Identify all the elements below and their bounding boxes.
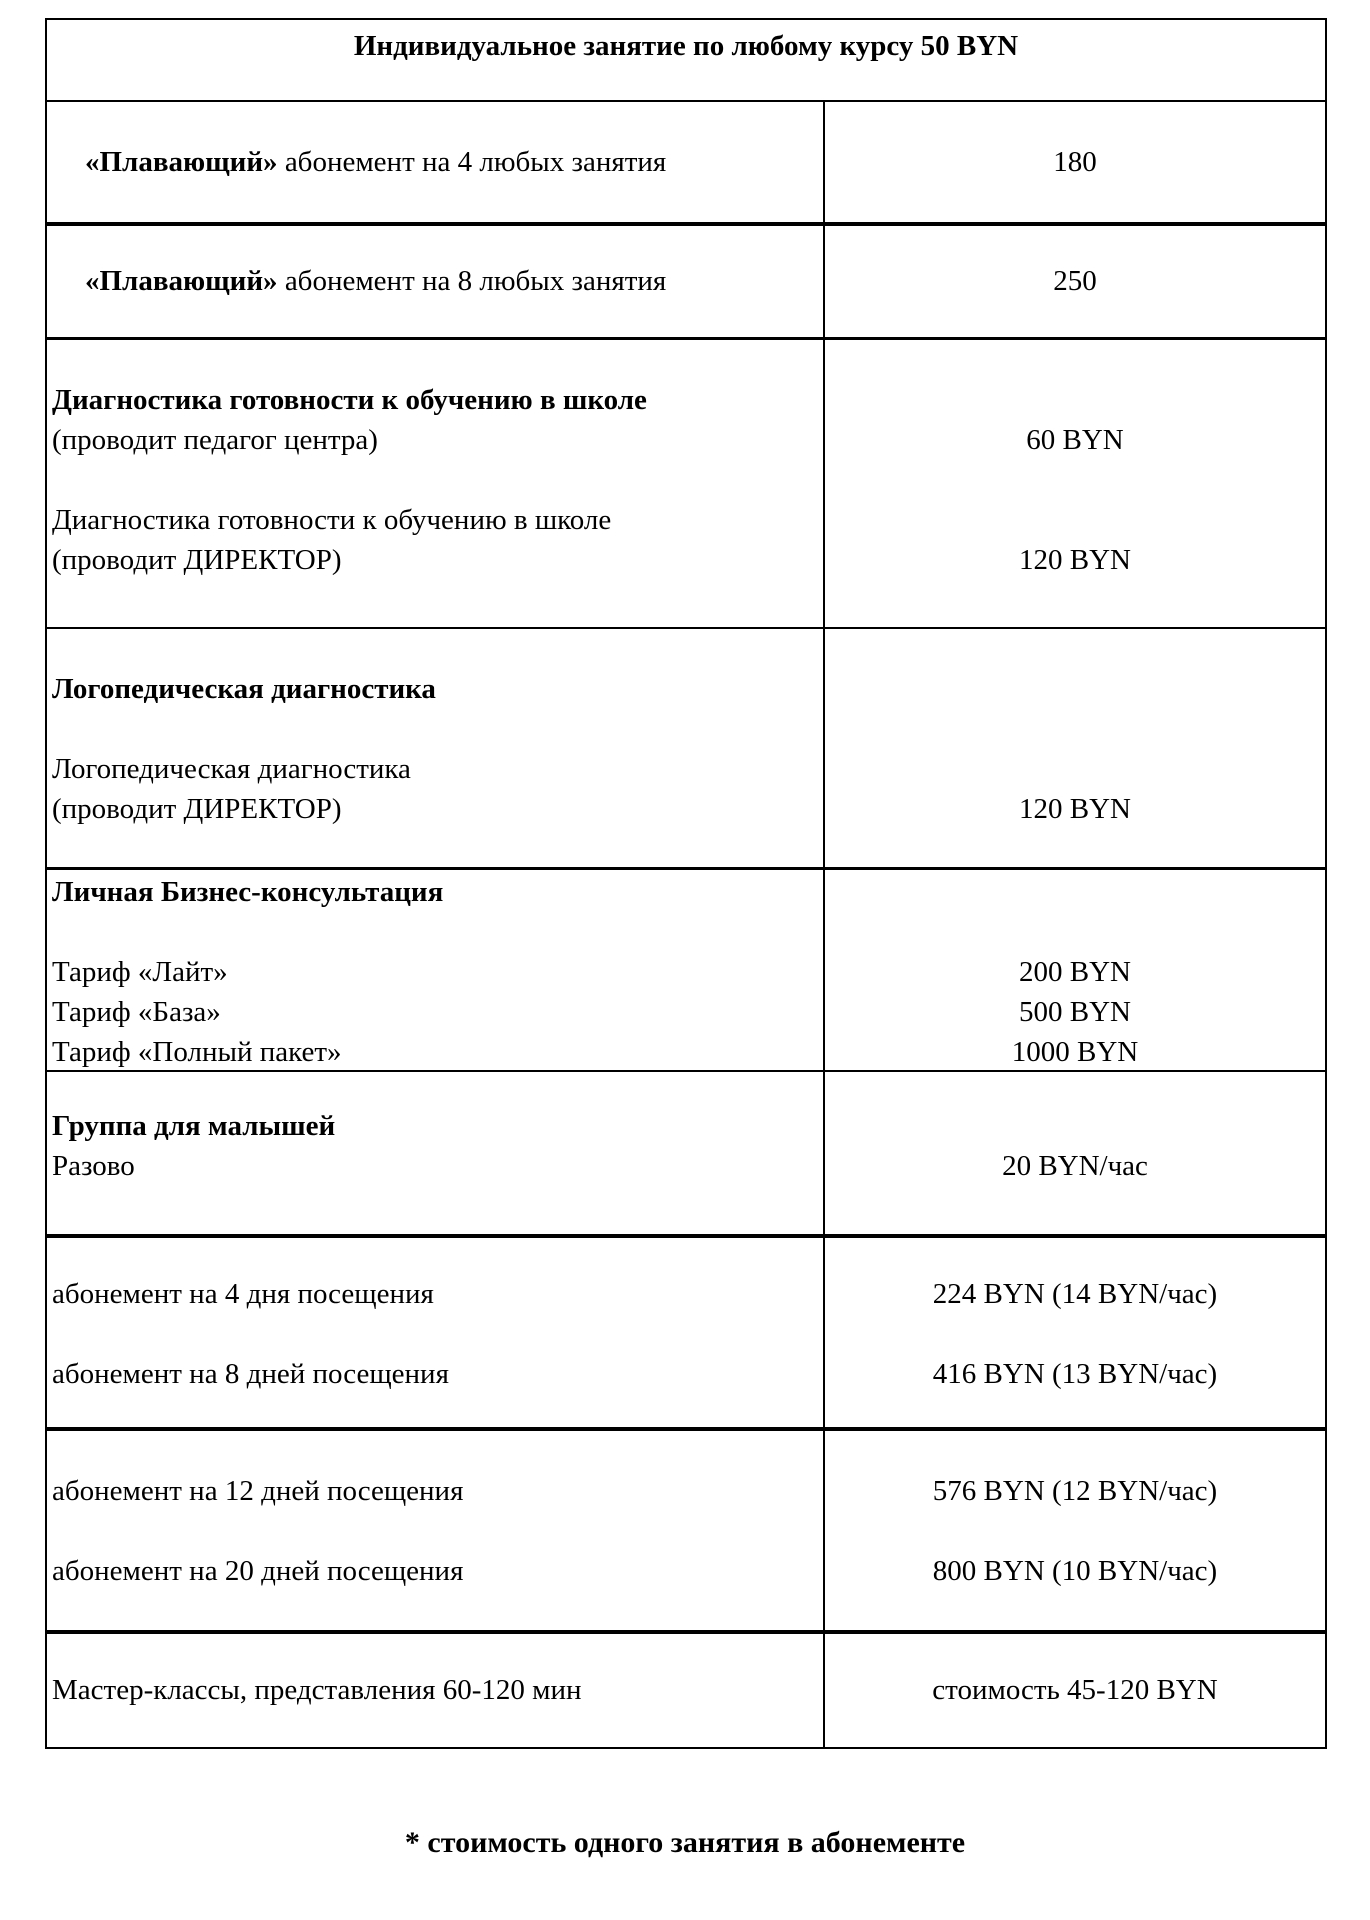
table-row-passes-12-20 <box>47 1427 1325 1630</box>
toddlers-group-price1: 20 BYN/час <box>1002 1150 1148 1182</box>
cell-business-consulting-label <box>47 870 825 1070</box>
blank-line <box>825 1314 1325 1354</box>
cell-floating-8-label <box>47 226 825 337</box>
cell-masterclasses-price: стоимость 45-120 BYN <box>932 1674 1218 1706</box>
business-consulting-tariff1: Тариф «Лайт» <box>52 956 228 988</box>
speech-diagnostics-title: Логопедическая диагностика <box>52 673 436 705</box>
cell-business-consulting-prices <box>825 870 1325 1070</box>
table-title: Индивидуальное занятие по любому курсу 50 BYN <box>353 30 1019 62</box>
cell-masterclasses-label <box>47 1634 825 1747</box>
business-consulting-price1: 200 BYN <box>1019 956 1131 988</box>
blank-line <box>52 1314 823 1354</box>
blank-line <box>825 460 1325 500</box>
blank-line <box>52 1511 823 1551</box>
blank-line <box>825 1106 1325 1146</box>
blank-line <box>825 709 1325 749</box>
cell-toddlers-group-label <box>47 1072 825 1234</box>
business-consulting-title: Личная Бизнес-консультация <box>52 876 444 908</box>
floating-8-bold: «Плавающий» <box>85 265 278 297</box>
blank-line <box>52 460 823 500</box>
passes-12-20-item2: абонемент на 20 дней посещения <box>52 1555 464 1587</box>
passes-12-20-price2: 800 BYN (10 BYN/час) <box>932 1555 1218 1587</box>
floating-4-rest: абонемент на 4 любых занятия <box>277 145 667 178</box>
school-diagnostics-subtitle1: (проводит педагог центра) <box>52 424 378 456</box>
school-diagnostics-price1: 60 BYN <box>1026 424 1124 456</box>
blank-line <box>825 500 1325 540</box>
speech-diagnostics-price1: 120 BYN <box>1019 793 1131 825</box>
speech-diagnostics-line1: Логопедическая диагностика <box>52 753 411 785</box>
speech-diagnostics-subtitle1: (проводит ДИРЕКТОР) <box>52 793 342 825</box>
table-row-school-diagnostics <box>47 337 1325 627</box>
passes-4-8-price2: 416 BYN (13 BYN/час) <box>932 1358 1218 1390</box>
floating-8-rest: абонемент на 8 любых занятия <box>277 265 667 297</box>
cell-speech-diagnostics-prices <box>825 629 1325 867</box>
price-table <box>45 18 1327 1749</box>
passes-4-8-item1: абонемент на 4 дня посещения <box>52 1278 434 1310</box>
floating-4-bold: «Плавающий» <box>85 145 278 178</box>
business-consulting-tariff2: Тариф «База» <box>52 996 221 1028</box>
cell-speech-diagnostics-label <box>47 629 825 867</box>
footnote: * стоимость одного занятия в абонементе <box>404 1826 966 1859</box>
blank-line <box>825 872 1325 912</box>
cell-passes-12-20-prices <box>825 1431 1325 1630</box>
cell-toddlers-group-price <box>825 1072 1325 1234</box>
blank-line <box>825 1511 1325 1551</box>
cell-passes-4-8-labels <box>47 1238 825 1427</box>
business-consulting-price2: 500 BYN <box>1019 996 1131 1028</box>
cell-school-diagnostics-prices <box>825 340 1325 627</box>
passes-4-8-item2: абонемент на 8 дней посещения <box>52 1358 449 1390</box>
table-row-masterclasses <box>47 1630 1325 1747</box>
table-row-header <box>47 20 1325 100</box>
cell-school-diagnostics-label <box>47 340 825 627</box>
table-row-speech-diagnostics <box>47 627 1325 867</box>
cell-floating-4-price: 180 <box>1053 145 1097 178</box>
school-diagnostics-price2: 120 BYN <box>1019 544 1131 576</box>
passes-12-20-item1: абонемент на 12 дней посещения <box>52 1475 464 1507</box>
blank-line <box>825 380 1325 420</box>
school-diagnostics-subtitle2: (проводит ДИРЕКТОР) <box>52 544 342 576</box>
passes-12-20-price1: 576 BYN (12 BYN/час) <box>932 1475 1218 1507</box>
table-row-floating-4 <box>47 100 1325 222</box>
blank-line <box>52 912 823 952</box>
table-row-toddlers-group <box>47 1070 1325 1234</box>
blank-line <box>825 749 1325 789</box>
toddlers-group-title: Группа для малышей <box>52 1110 336 1142</box>
business-consulting-price3: 1000 BYN <box>1011 1036 1139 1068</box>
school-diagnostics-title: Диагностика готовности к обучению в школе <box>52 384 647 416</box>
table-row-business-consulting <box>47 867 1325 1070</box>
cell-passes-4-8-prices <box>825 1238 1325 1427</box>
blank-line <box>825 669 1325 709</box>
business-consulting-tariff3: Тариф «Полный пакет» <box>52 1036 342 1068</box>
cell-floating-4-label <box>47 102 825 222</box>
blank-line <box>825 912 1325 952</box>
passes-4-8-price1: 224 BYN (14 BYN/час) <box>932 1278 1218 1310</box>
table-row-passes-4-8 <box>47 1234 1325 1427</box>
cell-passes-12-20-labels <box>47 1431 825 1630</box>
blank-line <box>52 709 823 749</box>
table-row-floating-8 <box>47 222 1325 337</box>
cell-floating-8-price: 250 <box>1053 265 1097 297</box>
school-diagnostics-line2: Диагностика готовности к обучению в школе <box>52 504 612 536</box>
masterclasses-item: Мастер-классы, представления 60-120 мин <box>52 1674 582 1706</box>
toddlers-group-line1: Разово <box>52 1150 135 1182</box>
floating-4-text <box>85 146 666 179</box>
floating-8-text <box>85 265 666 298</box>
